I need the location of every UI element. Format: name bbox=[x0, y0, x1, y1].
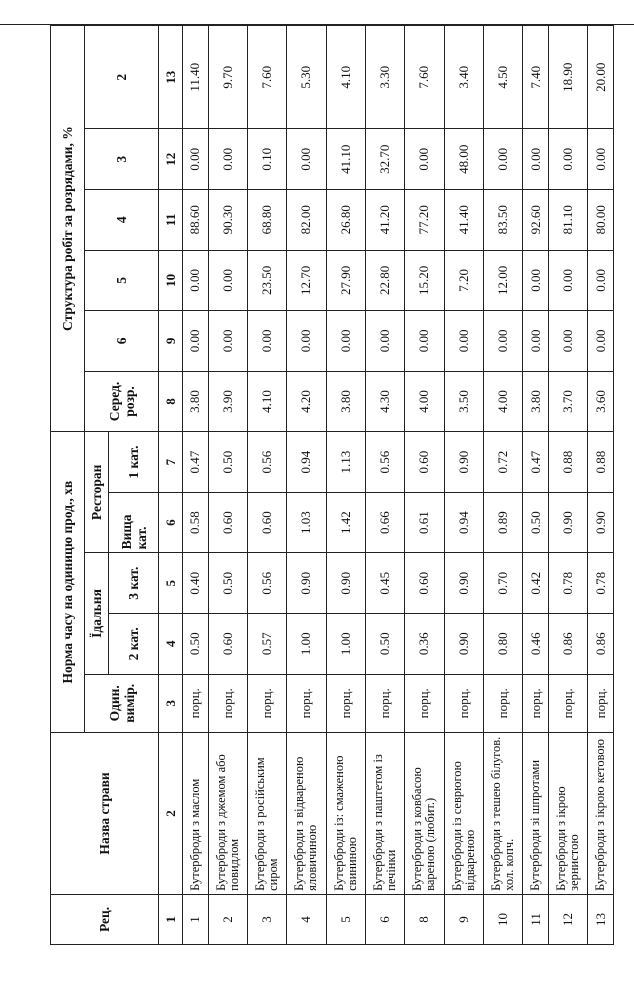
table-row bbox=[444, 26, 483, 945]
header-recipe: Рец. bbox=[51, 894, 159, 944]
cell-avg-rank: 3.80 bbox=[326, 371, 365, 432]
cell-restaurant-top-cat: 0.90 bbox=[548, 492, 587, 553]
cell-rank-4: 41.40 bbox=[444, 190, 483, 251]
cell-recipe-number: 6 bbox=[365, 894, 404, 944]
cell-restaurant-cat1: 0.56 bbox=[365, 432, 404, 493]
cell-dish-name: Бутерброди з паштетом із печінки bbox=[365, 733, 404, 895]
cell-recipe-number: 9 bbox=[444, 894, 483, 944]
cell-restaurant-top-cat: 0.66 bbox=[365, 492, 404, 553]
cell-canteen-cat2: 0.86 bbox=[548, 613, 587, 674]
cell-restaurant-cat1: 0.56 bbox=[248, 432, 287, 493]
cell-rank-5: 15.20 bbox=[405, 250, 444, 311]
cell-unit: порц. bbox=[588, 674, 614, 732]
cell-rank-2: 7.60 bbox=[248, 26, 287, 129]
table-row bbox=[588, 26, 614, 945]
cell-recipe-number: 11 bbox=[523, 894, 549, 944]
cell-avg-rank: 4.30 bbox=[365, 371, 404, 432]
header-cat3: 3 кат. bbox=[109, 553, 159, 614]
table-row bbox=[287, 26, 326, 945]
table-row bbox=[483, 26, 522, 945]
cell-rank-6: 0.00 bbox=[405, 311, 444, 372]
cell-rank-5: 12.00 bbox=[483, 250, 522, 311]
table-body bbox=[183, 26, 614, 945]
column-number: 13 bbox=[159, 26, 183, 129]
cell-rank-2: 4.10 bbox=[326, 26, 365, 129]
cell-dish-name: Бутерброди із севрюгою відвареною bbox=[444, 733, 483, 895]
cell-rank-4: 80.00 bbox=[588, 190, 614, 251]
column-number: 5 bbox=[159, 553, 183, 614]
header-unit: Один. вимір. bbox=[85, 674, 159, 732]
cell-unit: порц. bbox=[405, 674, 444, 732]
column-number: 12 bbox=[159, 129, 183, 190]
column-number: 2 bbox=[159, 733, 183, 895]
cell-restaurant-top-cat: 0.50 bbox=[523, 492, 549, 553]
column-number: 4 bbox=[159, 613, 183, 674]
cell-avg-rank: 3.70 bbox=[548, 371, 587, 432]
header-restaurant: Ресторан bbox=[85, 432, 109, 553]
cell-avg-rank: 4.00 bbox=[483, 371, 522, 432]
cell-rank-6: 0.00 bbox=[183, 311, 209, 372]
cell-dish-name: Бутерброди зі шпротами bbox=[523, 733, 549, 895]
cell-restaurant-top-cat: 0.61 bbox=[405, 492, 444, 553]
cell-rank-6: 0.00 bbox=[248, 311, 287, 372]
column-number: 10 bbox=[159, 250, 183, 311]
cell-rank-5: 12.70 bbox=[287, 250, 326, 311]
column-number: 8 bbox=[159, 371, 183, 432]
cell-rank-5: 0.00 bbox=[183, 250, 209, 311]
cell-rank-2: 18.90 bbox=[548, 26, 587, 129]
cell-canteen-cat2: 1.00 bbox=[326, 613, 365, 674]
column-number: 3 bbox=[159, 674, 183, 732]
cell-rank-4: 90.30 bbox=[208, 190, 247, 251]
header-rank-3: 3 bbox=[85, 129, 159, 190]
cell-rank-4: 92.60 bbox=[523, 190, 549, 251]
table-row bbox=[183, 26, 209, 945]
cell-unit: порц. bbox=[326, 674, 365, 732]
cell-restaurant-top-cat: 0.60 bbox=[248, 492, 287, 553]
column-number-row bbox=[159, 26, 183, 945]
cell-canteen-cat3: 0.90 bbox=[326, 553, 365, 614]
cell-canteen-cat2: 0.80 bbox=[483, 613, 522, 674]
cell-dish-name: Бутерброди з маслом bbox=[183, 733, 209, 895]
cell-avg-rank: 3.80 bbox=[183, 371, 209, 432]
cell-rank-3: 0.00 bbox=[405, 129, 444, 190]
cell-rank-5: 7.20 bbox=[444, 250, 483, 311]
cell-unit: порц. bbox=[444, 674, 483, 732]
cell-rank-6: 0.00 bbox=[548, 311, 587, 372]
cell-restaurant-cat1: 0.47 bbox=[523, 432, 549, 493]
cell-avg-rank: 4.20 bbox=[287, 371, 326, 432]
cell-rank-6: 0.00 bbox=[588, 311, 614, 372]
cell-canteen-cat2: 0.57 bbox=[248, 613, 287, 674]
cell-unit: порц. bbox=[483, 674, 522, 732]
cell-rank-6: 0.00 bbox=[365, 311, 404, 372]
header-rank-6: 6 bbox=[85, 311, 159, 372]
cell-avg-rank: 3.80 bbox=[523, 371, 549, 432]
cell-restaurant-top-cat: 0.60 bbox=[208, 492, 247, 553]
cell-rank-3: 0.10 bbox=[248, 129, 287, 190]
cell-rank-4: 82.00 bbox=[287, 190, 326, 251]
cell-dish-name: Бутерброди з російським сиром bbox=[248, 733, 287, 895]
cell-canteen-cat3: 0.78 bbox=[548, 553, 587, 614]
cell-rank-2: 4.50 bbox=[483, 26, 522, 129]
cell-rank-4: 88.60 bbox=[183, 190, 209, 251]
cell-recipe-number: 13 bbox=[588, 894, 614, 944]
cell-dish-name: Бутерброди з ікрою кетовою bbox=[588, 733, 614, 895]
cell-rank-3: 0.00 bbox=[208, 129, 247, 190]
cell-rank-2: 7.60 bbox=[405, 26, 444, 129]
cell-rank-2: 11.40 bbox=[183, 26, 209, 129]
cell-rank-3: 0.00 bbox=[588, 129, 614, 190]
cell-restaurant-cat1: 0.60 bbox=[405, 432, 444, 493]
cell-rank-4: 81.10 bbox=[548, 190, 587, 251]
cell-rank-6: 0.00 bbox=[326, 311, 365, 372]
header-avg-rank: Серед. розр. bbox=[85, 371, 159, 432]
cell-restaurant-cat1: 0.50 bbox=[208, 432, 247, 493]
cell-dish-name: Бутерброди з ковбасою вареною (любит.) bbox=[405, 733, 444, 895]
cell-rank-5: 0.00 bbox=[588, 250, 614, 311]
header-cat1: 1 кат. bbox=[109, 432, 159, 493]
cell-rank-5: 0.00 bbox=[548, 250, 587, 311]
header-rank-4: 4 bbox=[85, 190, 159, 251]
cell-canteen-cat2: 0.36 bbox=[405, 613, 444, 674]
cell-avg-rank: 3.60 bbox=[588, 371, 614, 432]
cell-unit: порц. bbox=[523, 674, 549, 732]
cell-recipe-number: 1 bbox=[183, 894, 209, 944]
cell-avg-rank: 4.10 bbox=[248, 371, 287, 432]
cell-rank-4: 68.80 bbox=[248, 190, 287, 251]
cell-restaurant-top-cat: 0.58 bbox=[183, 492, 209, 553]
cell-rank-3: 0.00 bbox=[523, 129, 549, 190]
cell-unit: порц. bbox=[365, 674, 404, 732]
cell-dish-name: Бутерброди з тешею білугов. хол. копч. bbox=[483, 733, 522, 895]
header-time-norm: Норма часу на одиницю прод., хв bbox=[51, 432, 85, 733]
cell-rank-2: 9.70 bbox=[208, 26, 247, 129]
cell-avg-rank: 4.00 bbox=[405, 371, 444, 432]
header-cat2: 2 кат. bbox=[109, 613, 159, 674]
cell-restaurant-cat1: 0.90 bbox=[444, 432, 483, 493]
column-number: 11 bbox=[159, 190, 183, 251]
cell-rank-5: 27.90 bbox=[326, 250, 365, 311]
header-canteen: Їдальня bbox=[85, 553, 109, 674]
cell-recipe-number: 10 bbox=[483, 894, 522, 944]
table-row bbox=[405, 26, 444, 945]
cell-restaurant-cat1: 0.47 bbox=[183, 432, 209, 493]
cell-canteen-cat3: 0.56 bbox=[248, 553, 287, 614]
cell-canteen-cat2: 0.86 bbox=[588, 613, 614, 674]
cell-recipe-number: 12 bbox=[548, 894, 587, 944]
cell-canteen-cat3: 0.45 bbox=[365, 553, 404, 614]
cell-dish-name: Бутерброди з ікрою зернистою bbox=[548, 733, 587, 895]
cell-rank-2: 20.00 bbox=[588, 26, 614, 129]
cell-avg-rank: 3.90 bbox=[208, 371, 247, 432]
cell-rank-3: 32.70 bbox=[365, 129, 404, 190]
cell-rank-6: 0.00 bbox=[208, 311, 247, 372]
cell-rank-3: 0.00 bbox=[483, 129, 522, 190]
cell-rank-4: 83.50 bbox=[483, 190, 522, 251]
header-dish-name: Назва страви bbox=[51, 733, 159, 895]
cell-canteen-cat3: 0.50 bbox=[208, 553, 247, 614]
cell-restaurant-top-cat: 0.90 bbox=[588, 492, 614, 553]
cell-rank-3: 0.00 bbox=[548, 129, 587, 190]
header-work-structure: Структура робіт за розрядами, % bbox=[51, 26, 85, 432]
column-number: 1 bbox=[159, 894, 183, 944]
cell-rank-6: 0.00 bbox=[287, 311, 326, 372]
cell-canteen-cat2: 0.50 bbox=[365, 613, 404, 674]
cell-rank-5: 22.80 bbox=[365, 250, 404, 311]
cell-restaurant-cat1: 0.94 bbox=[287, 432, 326, 493]
column-number: 9 bbox=[159, 311, 183, 372]
cell-rank-6: 0.00 bbox=[523, 311, 549, 372]
cell-rank-4: 77.20 bbox=[405, 190, 444, 251]
header-rank-5: 5 bbox=[85, 250, 159, 311]
cell-rank-5: 0.00 bbox=[523, 250, 549, 311]
cell-canteen-cat2: 1.00 bbox=[287, 613, 326, 674]
cell-rank-4: 41.20 bbox=[365, 190, 404, 251]
cell-canteen-cat3: 0.78 bbox=[588, 553, 614, 614]
cell-unit: порц. bbox=[183, 674, 209, 732]
cell-restaurant-top-cat: 0.94 bbox=[444, 492, 483, 553]
cell-rank-4: 26.80 bbox=[326, 190, 365, 251]
cell-canteen-cat2: 0.46 bbox=[523, 613, 549, 674]
table-row bbox=[523, 26, 549, 945]
table-row bbox=[208, 26, 247, 945]
cell-rank-5: 23.50 bbox=[248, 250, 287, 311]
cell-rank-2: 7.40 bbox=[523, 26, 549, 129]
table-row bbox=[548, 26, 587, 945]
cell-dish-name: Бутерброди з відвареною яловичиною bbox=[287, 733, 326, 895]
cell-rank-6: 0.00 bbox=[444, 311, 483, 372]
cell-recipe-number: 4 bbox=[287, 894, 326, 944]
cell-restaurant-top-cat: 0.89 bbox=[483, 492, 522, 553]
cell-recipe-number: 2 bbox=[208, 894, 247, 944]
column-number: 7 bbox=[159, 432, 183, 493]
cell-restaurant-cat1: 0.72 bbox=[483, 432, 522, 493]
table-row bbox=[248, 26, 287, 945]
cell-rank-2: 3.40 bbox=[444, 26, 483, 129]
cell-dish-name: Бутерброди з джемом або повидлом bbox=[208, 733, 247, 895]
cell-avg-rank: 3.50 bbox=[444, 371, 483, 432]
cell-unit: порц. bbox=[548, 674, 587, 732]
cell-recipe-number: 5 bbox=[326, 894, 365, 944]
cell-restaurant-top-cat: 1.03 bbox=[287, 492, 326, 553]
cell-rank-2: 3.30 bbox=[365, 26, 404, 129]
cell-unit: порц. bbox=[287, 674, 326, 732]
cell-restaurant-cat1: 0.88 bbox=[588, 432, 614, 493]
header-top-cat: Вища кат. bbox=[109, 492, 159, 553]
column-number: 6 bbox=[159, 492, 183, 553]
cell-restaurant-top-cat: 1.42 bbox=[326, 492, 365, 553]
cell-canteen-cat3: 0.42 bbox=[523, 553, 549, 614]
cell-recipe-number: 3 bbox=[248, 894, 287, 944]
cell-canteen-cat3: 0.90 bbox=[287, 553, 326, 614]
cell-restaurant-cat1: 1.13 bbox=[326, 432, 365, 493]
table-row bbox=[365, 26, 404, 945]
cell-rank-2: 5.30 bbox=[287, 26, 326, 129]
cell-rank-3: 0.00 bbox=[287, 129, 326, 190]
header-rank-2: 2 bbox=[85, 26, 159, 129]
work-norms-table bbox=[50, 25, 614, 945]
cell-canteen-cat2: 0.60 bbox=[208, 613, 247, 674]
cell-canteen-cat3: 0.70 bbox=[483, 553, 522, 614]
cell-unit: порц. bbox=[208, 674, 247, 732]
cell-canteen-cat2: 0.90 bbox=[444, 613, 483, 674]
table-row bbox=[326, 26, 365, 945]
cell-rank-6: 0.00 bbox=[483, 311, 522, 372]
cell-rank-3: 0.00 bbox=[183, 129, 209, 190]
cell-canteen-cat3: 0.40 bbox=[183, 553, 209, 614]
cell-restaurant-cat1: 0.88 bbox=[548, 432, 587, 493]
cell-canteen-cat3: 0.90 bbox=[444, 553, 483, 614]
cell-dish-name: Бутерброди із: смаженою свининою bbox=[326, 733, 365, 895]
cell-rank-5: 0.00 bbox=[208, 250, 247, 311]
cell-unit: порц. bbox=[248, 674, 287, 732]
cell-canteen-cat2: 0.50 bbox=[183, 613, 209, 674]
cell-rank-3: 48.00 bbox=[444, 129, 483, 190]
cell-canteen-cat3: 0.60 bbox=[405, 553, 444, 614]
rotated-table-container bbox=[50, 25, 614, 945]
cell-rank-3: 41.10 bbox=[326, 129, 365, 190]
cell-recipe-number: 8 bbox=[405, 894, 444, 944]
